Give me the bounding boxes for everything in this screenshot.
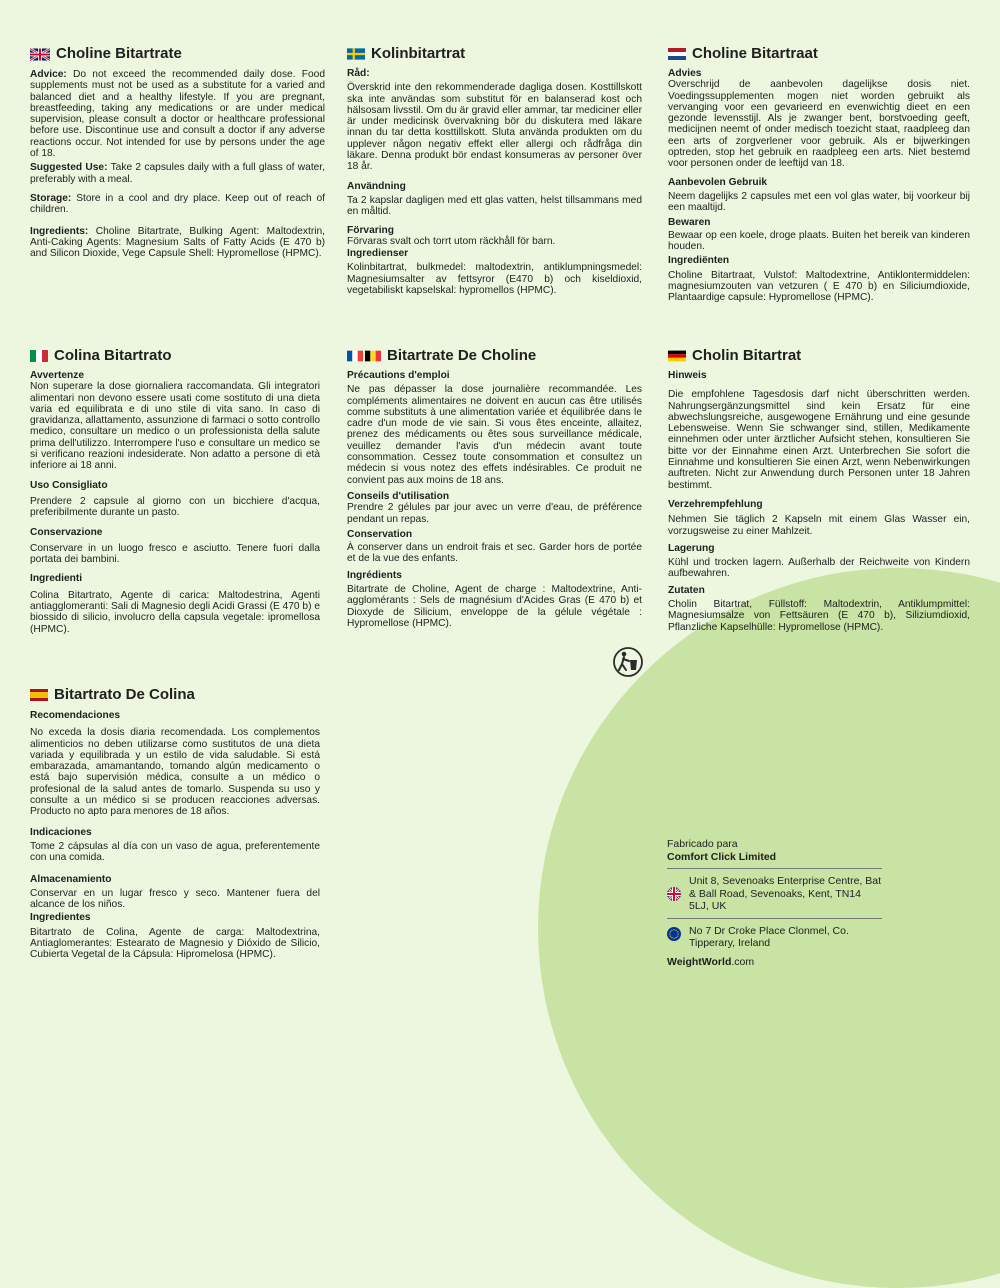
ingredients-label: Ingredienti [30,573,83,585]
brand-tld: .com [731,955,755,968]
brand-link[interactable] [667,956,882,969]
storage-label: Almacenamiento [30,873,112,885]
ingredients-text: Kolinbitartrat, bulkmedel: maltodextrin, antiklumpningsmedel: Magnesiumsalter av fettsyror (E470 b) och kiseldioxid, vegetabiliskt kapselskal: hypromellos (HPMC). [347,262,642,297]
advice-text: No exceda la dosis diaria recomendada. Los complementos alimenticios no deben utilizarse como sustitutos de una dieta variada y equilibrada y un estilo de vida saludable. Si está embarazada, amamantando, tomando algún medicamento o está bajo supervisión médica, consulte a un médico o profesional de la salud antes de tomarlo. Suspenda su uso y consulte a un médico si se producen reacciones adversas. Producto no apto para menores de 18 años. [30,727,320,818]
flag-group [347,350,381,362]
use-paragraph [30,162,325,185]
storage-label: Förvaring [347,224,394,236]
section-title [30,347,320,365]
advice-label: Précautions d'emploi [347,370,450,381]
advice-label: Recomendaciones [30,710,121,721]
france-flag-icon [347,350,363,362]
title-text: Colina Bitartrato [54,347,172,364]
title-text: Choline Bitartrate [56,45,182,62]
advice-text: Non superare la dose giornaliera raccomandata. Gli integratori alimentari non devono essere usati come sostituto di una dieta varia ed equilibrata e di uno stile di vita sano. In caso di gravidanza, allattamento, assunzione di farmaci o sotto controllo medico, consultare un medico o un professionista della salute prima dell'utilizzo. Interrompere l'uso e consultare un medico se si verificano reazioni indesiderate. Non adatto a persone di età inferiore ai 18 anni. [30,381,320,472]
belgium-flag-icon [365,350,381,362]
divider [667,868,882,869]
title-text: Choline Bitartraat [692,45,818,62]
brand-name: WeightWorld [667,955,732,968]
sweden-flag-icon [347,48,365,60]
title-text: Bitartrato De Colina [54,686,195,703]
storage-text: Kühl und trocken lagern. Außerhalb der Reichweite von Kindern aufbewahren. [668,557,970,580]
title-text: Kolinbitartrat [371,45,466,62]
storage-paragraph [30,193,325,216]
advice-label: Hinweis [668,370,707,381]
spain-flag-icon [30,689,48,701]
advice-text: Die empfohlene Tagesdosis darf nicht überschritten werden. Nahrungsergänzungsmittel sind kein Ersatz für eine abwechslungsreiche, ausgewogene Ernährung und eine gesunde Lebensweise. Wenn Sie schwanger sind, stillen, Medikamente einnehmen oder unter ärztlicher Aufsicht stehen, konsultieren Sie bitte vor der Einnahme einen Arzt. Unterbrechen Sie sofort die Einnahme und konsultieren Sie einen Arzt, wenn Nebenwirkungen auftreten. Nicht zur Anwendung durch Personen unter 18 Jahren bestimmt. [668,389,970,491]
use-text: Ta 2 kapslar dagligen med ett glas vatten, helst tillsammans med en måltid. [347,194,642,218]
section-french [347,347,642,629]
ingredients-label: Zutaten [668,584,705,596]
use-text: Prendere 2 capsule al giorno con un bicchiere d'acqua, preferibilmente durante un pasto. [30,495,320,519]
use-label: Uso Consigliato [30,479,108,491]
eu-flag-icon [667,927,681,945]
ingredients-text: Bitartrato de Colina, Agente de carga: Maltodextrina, Antiaglomerantes: Estearato de Magnesio y Dióxido de Silicio, Cubierta Vegetal de la Cápsula: Hipromelosa (HPMC). [30,926,320,961]
advice-text: Överskrid inte den rekommenderade dagliga dosen. Kosttillskott ska inte användas som substitut för en balanserad kost och hälsosam livsstil. Om du är gravid eller ammar, tar mediciner eller är under medicinsk övervakning bör du diskutera med läkare innan du tar detta kosttillskott. Sluta använda produkten om du upplever någon negativ effekt eller allergi och rådfråga din läkare. Denna produkt bör endast konsumeras av personer över 18 år. [347,82,642,173]
ingredients-label: Ingrediënten [668,255,730,267]
section-title [347,45,642,63]
eu-address-row [667,925,882,950]
section-italian [30,347,320,635]
advice-label: Advice: [30,69,67,80]
ingredients-text: Cholin Bitartrat, Füllstoff: Maltodextrin, Antiklumpmittel: Magnesiumsalze von Fettsäuren (E 470 b), Siliziumdioxid, Pflanzliche Kapselhülle: Hypromellose (HPMC). [668,599,970,633]
storage-label: Conservazione [30,526,103,538]
use-label: Conseils d'utilisation [347,490,450,502]
use-text: Tome 2 cápsulas al día con un vaso de agua, preferentemente con una comida. [30,840,320,864]
storage-label: Conservation [347,528,413,540]
ingredients-text: Colina Bitartrato, Agente di carica: Maltodestrina, Agenti antiagglomeranti: Sali di Magnesio degli Acidi Grassi (E 470 b) e biossido di silicio, involucro della capsula vegetale: ipromellosa (HPMC). [30,589,320,635]
uk-flag-icon [30,48,50,61]
uk-address: Unit 8, Sevenoaks Enterprise Centre, Bat & Ball Road, Sevenoaks, Kent, TN14 5LJ, UK [689,875,882,912]
storage-text: Förvaras svalt och torrt utom räckhåll för barn. [347,235,556,247]
section-german [668,347,970,633]
section-dutch [668,45,970,304]
title-text: Bitartrate De Choline [387,347,537,364]
storage-text: Bewaar op een koele, droge plaats. Buiten het bereik van kinderen houden. [668,229,970,253]
tidyman-recycle-icon [612,646,644,683]
storage-label: Bewaren [668,216,711,228]
italy-flag-icon [30,350,48,362]
ingredients-text: Choline Bitartrate, Bulking Agent: Maltodextrin, Anti-Caking Agents: Magnesium Salts of Fatty Acids (E 470 b) and Silicon Dioxide, Vege Capsule Shell: Hypromellose (HPMC). [30,225,325,260]
use-label: Suggested Use: [30,162,108,174]
ingredients-paragraph [30,226,325,260]
title-text: Cholin Bitartrat [692,347,802,364]
section-title [30,45,325,63]
advice-text: Do not exceed the recommended daily dose. Food supplements must not be used as a substitute for a varied and balanced diet and a healthy lifestyle. If you are pregnant, breastfeeding, taking any medications or are under medical supervision, please consult a doctor or healthcare professional before use. Discontinue use and consult a doctor if any adverse reactions occur. Not intended for use by persons under the age of 18. [30,69,325,160]
ingredients-label: Ingredienser [347,248,409,260]
advice-label: Avvertenze [30,370,84,381]
germany-flag-icon [668,350,686,362]
section-swedish [347,45,642,296]
section-spanish [30,686,320,961]
advice-label: Råd: [347,68,370,79]
advice-paragraph [30,69,325,159]
ingredients-label: Ingredients: [30,225,89,237]
advice-text: Overschrijd de aanbevolen dagelijkse dosis niet. Voedingssupplementen mogen niet worden gebruikt als vervanging voor een gevarieerd en evenwichtig dieet en een gezonde levensstijl. Als je zwanger bent, borstvoeding geeft, medicijnen neemt of onder medisch toezicht staat, raadpleeg dan een arts of zorgverlener voor gebruik. Als er bijwerkingen optreden, stop het gebruik en raadpleeg een arts. Niet bestemd voor personen onder de leeftijd van 18. [668,79,970,170]
section-title [347,347,642,365]
use-text: Neem dagelijks 2 capsules met een vol glas water, bij voorkeur bij een maaltijd. [668,190,970,214]
storage-text: Store in a cool and dry place. Keep out of reach of children. [30,192,325,216]
storage-label: Lagerung [668,542,715,554]
storage-label: Storage: [30,192,72,204]
storage-text: Conservare in un luogo fresco e asciutto. Tenere fuori dalla portata dei bambini. [30,542,320,566]
made-for-label: Fabricado para [667,838,738,850]
storage-text: À conserver dans un endroit frais et sec. Garder hors de portée et de la vue des enfants. [347,542,642,565]
use-text: Nehmen Sie täglich 2 Kapseln mit einem Glas Wasser ein, vorzugsweise zu einer Mahlzeit. [668,514,970,537]
storage-text: Conservar en un lugar fresco y seco. Mantener fuera del alcance de los niños. [30,887,320,911]
eu-address: No 7 Dr Croke Place Clonmel, Co. Tipperary, Ireland [689,924,849,949]
use-label: Verzehrempfehlung [668,498,763,510]
ingredients-label: Ingredientes [30,912,91,924]
use-text: Take 2 capsules daily with a full glass of water, preferably with a meal. [30,162,325,185]
use-label: Aanbevolen Gebruik [668,176,768,188]
ingredients-label: Ingrédients [347,569,402,581]
use-label: Indicaciones [30,826,92,838]
section-english [30,45,325,259]
divider [667,918,882,919]
section-title [30,686,320,704]
ingredients-text: Choline Bitartraat, Vulstof: Maltodextrine, Antiklontermiddelen: magnesiumzouten van vetzuren ( E 470 b) en Siliciumdioxide, Plantaardige capsule: Hypromellose (HPMC). [668,269,970,304]
ingredients-text: Bitartrate de Choline, Agent de charge : Maltodextrine, Anti-agglomérants : Sels de magnésium d'Acides Gras (E 470 b) et Dioxyde de Silicium, enveloppe de la gélule végétale : Hypromellose (HPMC). [347,584,642,629]
advice-text: Ne pas dépasser la dose journalière recommandée. Les compléments alimentaires ne doivent en aucun cas être utilisés comme substituts à une alimentation variée et équilibrée dans le cadre d'un mode de vie sain. Si vous êtes enceinte, allaitez, prenez des médicaments ou êtes sous surveillance médicale, veuillez demander l'avis d'un médecin avant toute consommation. Cessez toute consommation et consultez un médecin si vous notez des effets indésirables. Ce produit ne convient pas aux moins de 18 ans. [347,384,642,486]
section-title [668,347,970,365]
use-label: Användning [347,180,406,192]
advice-label: Advies [668,68,702,79]
section-title [668,45,970,63]
company-name: Comfort Click Limited [667,850,777,863]
use-text: Prendre 2 gélules par jour avec un verre d'eau, de préférence pendant un repas. [347,502,642,525]
uk-flag-icon [667,887,681,905]
uk-address-row [667,875,882,913]
netherlands-flag-icon [668,48,686,60]
manufacturer-info [667,838,882,968]
